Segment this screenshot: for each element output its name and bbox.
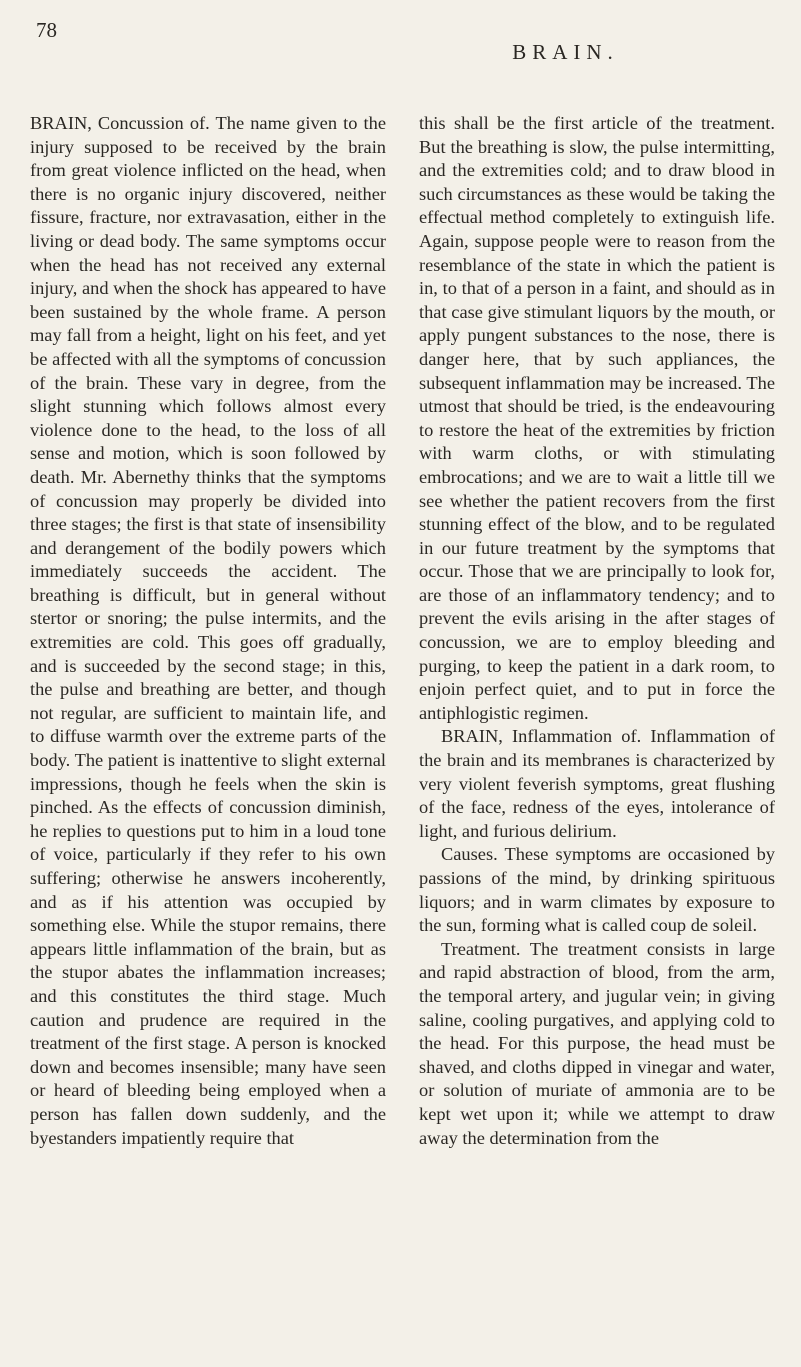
left-column: [30, 112, 386, 1150]
right-column: [419, 112, 775, 1150]
treatment-paragraph: Treatment. The treatment consists in large and rapid abstraction of blood, from the arm, the temporal artery, and jugular vein; in giving saline, cooling purgatives, and applying cold to the head. For this purpose, the head must be shaved, and cloths dipped in vinegar and water, or solution of muriate of ammonia are to be kept wet upon it; while we attempt to draw away the determination from the: [419, 938, 775, 1148]
page-number: 78: [36, 18, 57, 42]
causes-paragraph: Causes. These symptoms are occasioned by passions of the mind, by drinking spirituous liquors; and in warm climates by exposure to the sun, forming what is called coup de soleil.: [419, 844, 775, 936]
inflammation-entry: BRAIN, Inflammation of. Inflammation of the brain and its membranes is characterized by very violent feverish symptoms, great flushing of the face, redness of the eyes, intolerance of light, and furious delirium.: [419, 726, 775, 841]
concussion-entry-continued: this shall be the first article of the treatment. But the breathing is slow, the pulse intermitting, and the extremities cold; and to draw blood in such circumstances as these would be taking the effectual method completely to extinguish life. Again, suppose people were to reason from the resemblance of the state in which the patient is in, to that of a person in a faint, and should as in that case give stimulant liquors by the mouth, or apply pungent substances to the nose, there is danger here, that by such appliances, the subsequent inflammation may be increased. The utmost that should be tried, is the endeavouring to restore the heat of the extremities by friction with warm cloths, or with stimulating embrocations; and we are to wait a little till we see whether the patient recovers from the first stunning effect of the blow, and to be regulated in our future treatment by the symptoms that occur. Those that we are principally to look for, are those of an inflammatory tendency; and to prevent the evils arising in the after stages of concussion, we are to employ bleeding and purging, to keep the patient in a dark room, to enjoin perfect quiet, and to put in force the antiphlogistic regimen.: [419, 113, 775, 723]
running-head: BRAIN.: [512, 40, 619, 64]
text-columns: [30, 112, 775, 1150]
concussion-entry: BRAIN, Concussion of. The name given to the injury supposed to be received by the brain from great violence inflicted on the head, when there is no organic injury discovered, neither fissure, fracture, nor extravasation, either in the living or dead body. The same symptoms occur when the head has not received any external injury, and when the shock has appeared to have been sustained by the whole frame. A person may fall from a height, light on his feet, and yet be affected with all the symptoms of concussion of the brain. These vary in degree, from the slight stunning which follows almost every violence done to the head, to the loss of all sense and motion, which is soon followed by death. Mr. Abernethy thinks that the symptoms of concussion may properly be divided into three stages; the first is that state of insensibility and derangement of the bodily powers which immediately succeeds the accident. The breathing is difficult, but in general without stertor or snoring; the pulse intermits, and the extremities are cold. This goes off gradually, and is succeeded by the second stage; in this, the pulse and breathing are better, and though not regular, are sufficient to maintain life, and to diffuse warmth over the extreme parts of the body. The patient is inattentive to slight external impressions, though he feels when the skin is pinched. As the effects of concussion diminish, he replies to questions put to him in a loud tone of voice, particularly if they refer to his own suffering; otherwise he answers incoherently, and as if his attention was occupied by something else. While the stupor remains, there appears little inflammation of the brain, but as the stupor abates the inflammation increases; and this constitutes the third stage. Much caution and prudence are required in the treatment of the first stage. A person is knocked down and becomes insensible; many have seen or heard of bleeding being employed when a person has fallen down suddenly, and the byestanders impatiently require that: [30, 113, 386, 1148]
